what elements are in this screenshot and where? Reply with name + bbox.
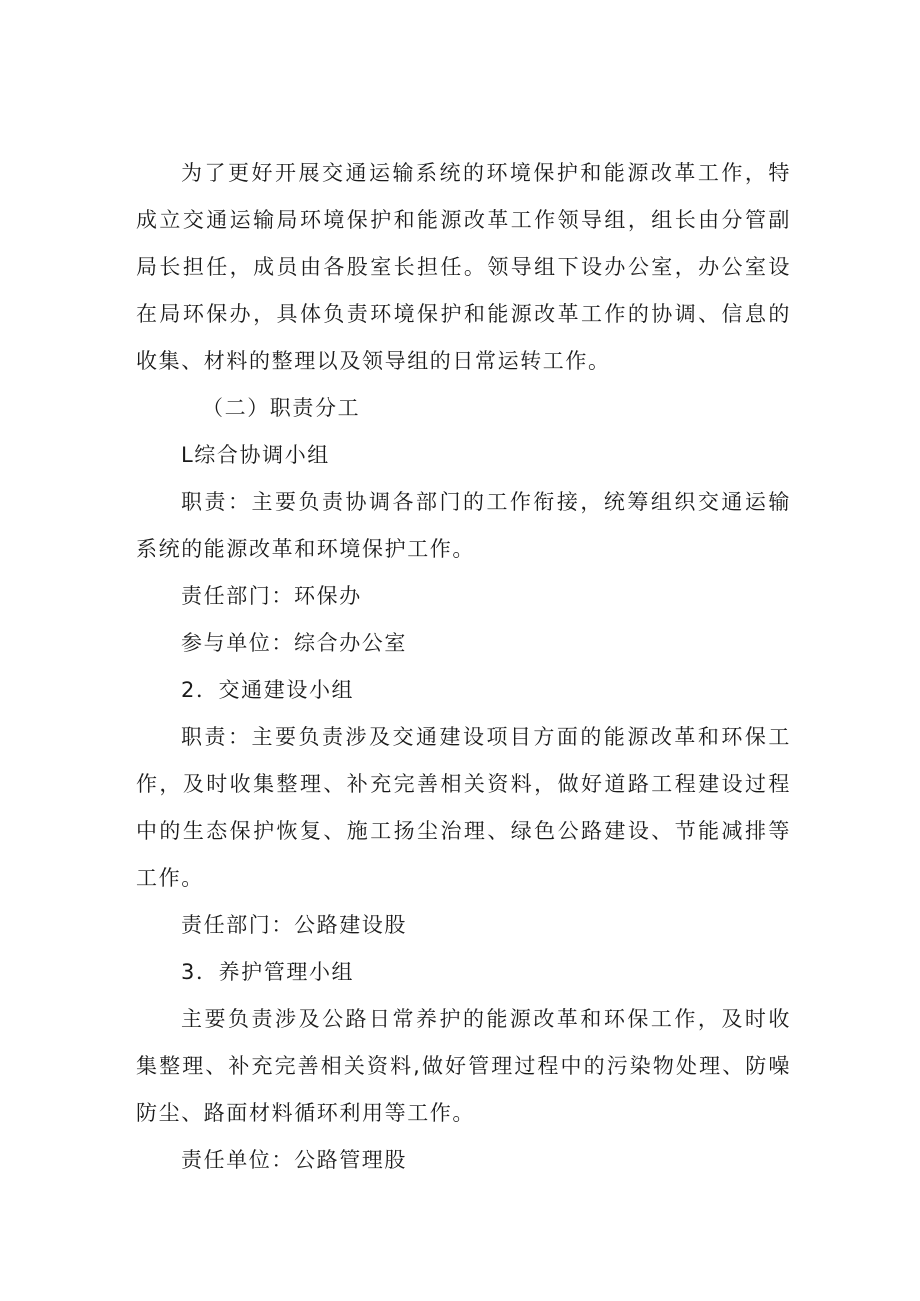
- subsection-heading-construction: 2．交通建设小组: [181, 678, 355, 702]
- paragraph-maintenance-duties: 主要负责涉及公路日常养护的能源改革和环保工作，及时收集整理、补充完善相关资料,做好管理过程中的污染物处理、防噪防尘、路面材料循环利用等工作。: [136, 1007, 791, 1125]
- subsection-heading-maintenance: 3．养护管理小组: [181, 960, 355, 984]
- section-heading-duties: （二）职责分工: [202, 396, 361, 420]
- paragraph-construction-duties: 职责：主要负责涉及交通建设项目方面的能源改革和环保工作，及时收集整理、补充完善相关资料，做好道路工程建设过程中的生态保护恢复、施工扬尘治理、绿色公路建设、节能减排等工作。: [136, 725, 791, 890]
- document-body: [136, 150, 791, 1184]
- paragraph-coordination-participant: 参与单位：综合办公室: [181, 631, 407, 655]
- paragraph-leadership-group: 为了更好开展交通运输系统的环境保护和能源改革工作，特成立交通运输局环境保护和能源改革工作领导组，组长由分管副局长担任，成员由各股室长担任。领导组下设办公室，办公室设在局环保办，具体负责环境保护和能源改革工作的协调、信息的收集、材料的整理以及领导组的日常运转工作。: [136, 161, 791, 373]
- paragraph-construction-department: 责任部门：公路建设股: [181, 913, 407, 937]
- subsection-heading-coordination: L综合协调小组: [181, 443, 330, 467]
- paragraph-coordination-department: 责任部门：环保办: [181, 584, 362, 608]
- paragraph-maintenance-unit: 责任单位：公路管理股: [181, 1148, 407, 1172]
- paragraph-coordination-duties: 职责：主要负责协调各部门的工作衔接，统筹组织交通运输系统的能源改革和环境保护工作。: [136, 490, 791, 561]
